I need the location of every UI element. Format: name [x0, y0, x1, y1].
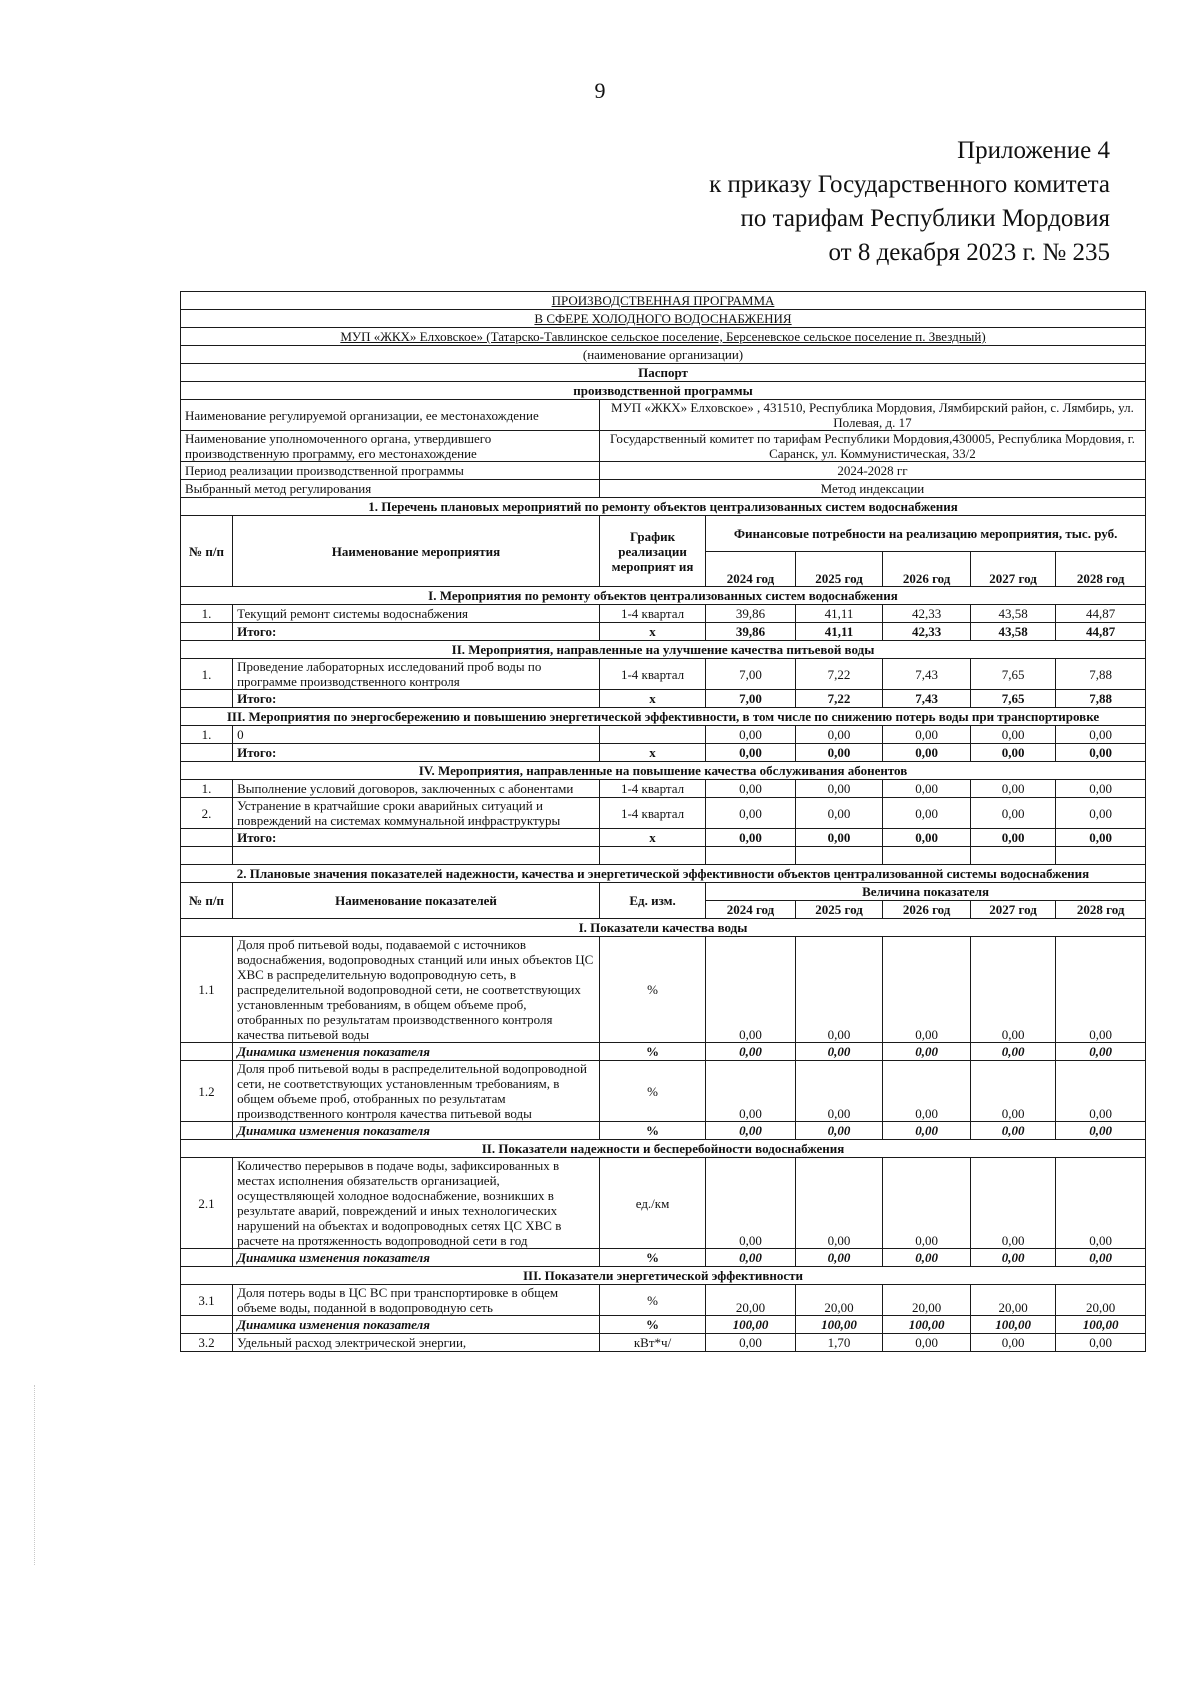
total-label: Итого: — [233, 623, 600, 641]
organization-caption: (наименование организации) — [181, 346, 1146, 364]
total-value: 0,00 — [1056, 744, 1146, 762]
dynamics-value: 0,00 — [706, 1043, 796, 1061]
passport-method-value: Метод индексации — [599, 480, 1145, 498]
total-value: 42,33 — [883, 623, 971, 641]
spacer-row — [181, 847, 1146, 865]
dynamics-value: 100,00 — [706, 1316, 796, 1334]
spacer-cell — [970, 847, 1055, 865]
indicator-unit: ед./км — [599, 1158, 705, 1249]
total-value: 7,65 — [970, 690, 1055, 708]
section1-data-row — [181, 780, 1146, 798]
indicator-row — [181, 1285, 1146, 1316]
total-schedule: x — [599, 690, 705, 708]
finance-value: 0,00 — [706, 798, 796, 829]
section2-year-header: 2026 год — [883, 901, 971, 919]
appendix-line-2: к приказу Государственного комитета — [709, 171, 1110, 198]
total-schedule: x — [599, 744, 705, 762]
dynamics-value: 0,00 — [706, 1249, 796, 1267]
indicator-row — [181, 1334, 1146, 1352]
indicator-value: 20,00 — [883, 1285, 971, 1316]
finance-value: 0,00 — [883, 780, 971, 798]
finance-value: 0,00 — [883, 798, 971, 829]
indicator-number: 1.2 — [181, 1061, 233, 1122]
row-number: 1. — [181, 780, 233, 798]
indicator-value: 0,00 — [706, 1158, 796, 1249]
activity-schedule: 1-4 квартал — [599, 605, 705, 623]
dynamics-value: 0,00 — [970, 1122, 1055, 1140]
section2-group-title-cell: I. Показатели качества воды — [181, 919, 1146, 937]
dynamics-unit: % — [599, 1043, 705, 1061]
finance-value: 7,65 — [970, 659, 1055, 690]
indicator-name: Доля потерь воды в ЦС ВС при транспортировке в общем объеме воды, поданной в водопроводную сеть — [233, 1285, 600, 1316]
indicator-value: 0,00 — [970, 937, 1055, 1043]
activity-schedule: 1-4 квартал — [599, 780, 705, 798]
indicator-value: 0,00 — [883, 1158, 971, 1249]
indicator-value: 20,00 — [1056, 1285, 1146, 1316]
activity-name: 0 — [233, 726, 600, 744]
section1-group-title-cell: I. Мероприятия по ремонту объектов централизованных систем водоснабжения — [181, 587, 1146, 605]
finance-value: 0,00 — [970, 726, 1055, 744]
appendix-line-3: по тарифам Республики Мордовия — [740, 205, 1110, 232]
section1-col-num: № п/п — [181, 516, 233, 587]
activity-schedule: 1-4 квартал — [599, 798, 705, 829]
dynamics-label: Динамика изменения показателя — [233, 1249, 600, 1267]
dynamics-row — [181, 1249, 1146, 1267]
section1-group-title — [181, 587, 1146, 605]
indicator-number: 3.2 — [181, 1334, 233, 1352]
total-value: 0,00 — [883, 829, 971, 847]
total-value: 44,87 — [1056, 623, 1146, 641]
indicator-value: 0,00 — [795, 1158, 883, 1249]
indicator-value: 20,00 — [795, 1285, 883, 1316]
spacer-cell — [795, 847, 883, 865]
indicator-value: 0,00 — [706, 1334, 796, 1352]
total-value: 0,00 — [1056, 829, 1146, 847]
section1-data-row — [181, 726, 1146, 744]
dynamics-value: 0,00 — [970, 1249, 1055, 1267]
section1-total-row — [181, 744, 1146, 762]
section1-year-header: 2026 год — [883, 551, 971, 587]
indicator-value: 0,00 — [1056, 1061, 1146, 1122]
spacer-cell — [706, 847, 796, 865]
finance-value: 43,58 — [970, 605, 1055, 623]
dynamics-label: Динамика изменения показателя — [233, 1316, 600, 1334]
indicator-name: Удельный расход электрической энергии, — [233, 1334, 600, 1352]
finance-value: 7,43 — [883, 659, 971, 690]
dynamics-value: 0,00 — [883, 1122, 971, 1140]
dynamics-value: 0,00 — [795, 1043, 883, 1061]
section1-col-schedule: График реализации мероприят ия — [599, 516, 705, 587]
spacer-cell — [181, 847, 233, 865]
indicator-value: 0,00 — [706, 1061, 796, 1122]
total-schedule: x — [599, 623, 705, 641]
dynamics-row — [181, 1316, 1146, 1334]
activity-name: Устранение в кратчайшие сроки аварийных ситуаций и повреждений на системах коммунальной инфраструктуры — [233, 798, 600, 829]
indicator-unit: % — [599, 1285, 705, 1316]
total-label: Итого: — [233, 744, 600, 762]
section2-col-unit: Ед. изм. — [599, 883, 705, 919]
section2-header-row — [181, 883, 1146, 901]
passport-title: Паспорт — [181, 364, 1146, 382]
total-value: 0,00 — [883, 744, 971, 762]
dynamics-value: 0,00 — [795, 1122, 883, 1140]
finance-value: 42,33 — [883, 605, 971, 623]
passport-authority-label: Наименование уполномоченного органа, утвердившего производственную программу, его местонахождение — [181, 431, 600, 462]
dynamics-label: Динамика изменения показателя — [233, 1122, 600, 1140]
dynamics-value: 100,00 — [883, 1316, 971, 1334]
title-line-1: ПРОИЗВОДСТВЕННАЯ ПРОГРАММА — [181, 292, 1146, 310]
section1-group-title-cell: II. Мероприятия, направленные на улучшение качества питьевой воды — [181, 641, 1146, 659]
total-label: Итого: — [233, 690, 600, 708]
section2-group-title-cell: II. Показатели надежности и бесперебойности водоснабжения — [181, 1140, 1146, 1158]
passport-method-label: Выбранный метод регулирования — [181, 480, 600, 498]
dynamics-value: 0,00 — [795, 1249, 883, 1267]
section2-title: 2. Плановые значения показателей надежности, качества и энергетической эффективности объектов централизованной системы водоснабжения — [181, 865, 1146, 883]
indicator-value: 0,00 — [970, 1061, 1055, 1122]
indicator-name: Доля проб питьевой воды в распределительной водопроводной сети, не соответствующих установленным требованиям, в общем объеме проб, отобранных по результатам производственного контроля качества питьевой воды — [233, 1061, 600, 1122]
section1-data-row — [181, 798, 1146, 829]
spacer-cell — [599, 847, 705, 865]
total-value: 7,88 — [1056, 690, 1146, 708]
section1-col-name: Наименование мероприятия — [233, 516, 600, 587]
section2-title-row — [181, 865, 1146, 883]
row-number: 1. — [181, 605, 233, 623]
finance-value: 0,00 — [706, 726, 796, 744]
passport-subtitle: производственной программы — [181, 382, 1146, 400]
row-number: 2. — [181, 798, 233, 829]
page-number: 9 — [594, 78, 606, 103]
section2-year-header: 2027 год — [970, 901, 1055, 919]
section1-title: 1. Перечень плановых мероприятий по ремонту объектов централизованных систем водоснабжения — [181, 498, 1146, 516]
passport-org-value: МУП «ЖКХ» Елховское» , 431510, Республика Мордовия, Лямбирский район, с. Лямбирь, ул. Полевая, д. 17 — [599, 400, 1145, 431]
finance-value: 7,88 — [1056, 659, 1146, 690]
passport-org-label: Наименование регулируемой организации, ее местонахождение — [181, 400, 600, 431]
total-value: 7,22 — [795, 690, 883, 708]
organization-name: МУП «ЖКХ» Елховское» (Татарско-Тавлинское сельское поселение, Берсеневское сельское поселение п. Звездный) — [181, 328, 1146, 346]
finance-value: 0,00 — [970, 780, 1055, 798]
indicator-value: 0,00 — [970, 1158, 1055, 1249]
activity-schedule — [599, 726, 705, 744]
total-num-cell — [181, 690, 233, 708]
passport-authority-value: Государственный комитет по тарифам Республики Мордовия,430005, Республика Мордовия, г. Саранск, ул. Коммунистическая, 33/2 — [599, 431, 1145, 462]
indicator-value: 0,00 — [795, 1061, 883, 1122]
total-value: 0,00 — [970, 829, 1055, 847]
dynamics-num-cell — [181, 1043, 233, 1061]
finance-value: 0,00 — [706, 780, 796, 798]
indicator-row — [181, 1158, 1146, 1249]
dynamics-value: 100,00 — [970, 1316, 1055, 1334]
dynamics-value: 100,00 — [795, 1316, 883, 1334]
finance-value: 0,00 — [1056, 798, 1146, 829]
spacer-cell — [883, 847, 971, 865]
section1-data-row — [181, 659, 1146, 690]
appendix-block — [709, 134, 1110, 270]
finance-value: 0,00 — [883, 726, 971, 744]
section2-col-name: Наименование показателей — [233, 883, 600, 919]
indicator-value: 0,00 — [970, 1334, 1055, 1352]
finance-value: 44,87 — [1056, 605, 1146, 623]
total-value: 0,00 — [706, 744, 796, 762]
finance-value: 7,00 — [706, 659, 796, 690]
dynamics-value: 0,00 — [1056, 1122, 1146, 1140]
section1-data-row — [181, 605, 1146, 623]
dynamics-row — [181, 1122, 1146, 1140]
dynamics-num-cell — [181, 1249, 233, 1267]
indicator-value: 0,00 — [883, 1334, 971, 1352]
row-number: 1. — [181, 659, 233, 690]
total-value: 7,43 — [883, 690, 971, 708]
indicator-value: 0,00 — [795, 937, 883, 1043]
passport-period-label: Период реализации производственной программы — [181, 462, 600, 480]
section2-year-header: 2024 год — [706, 901, 796, 919]
section1-group-title-cell: IV. Мероприятия, направленные на повышение качества обслуживания абонентов — [181, 762, 1146, 780]
section1-year-header: 2024 год — [706, 551, 796, 587]
activity-schedule: 1-4 квартал — [599, 659, 705, 690]
indicator-unit: % — [599, 937, 705, 1043]
section1-year-header: 2027 год — [970, 551, 1055, 587]
section1-group-title — [181, 708, 1146, 726]
indicator-value: 20,00 — [706, 1285, 796, 1316]
section1-group-title — [181, 641, 1146, 659]
title-line-2: В СФЕРЕ ХОЛОДНОГО ВОДОСНАБЖЕНИЯ — [181, 310, 1146, 328]
indicator-value: 0,00 — [706, 937, 796, 1043]
section2-group-title — [181, 1140, 1146, 1158]
dynamics-value: 0,00 — [1056, 1043, 1146, 1061]
indicator-value: 0,00 — [1056, 1334, 1146, 1352]
dynamics-value: 0,00 — [970, 1043, 1055, 1061]
section1-total-row — [181, 623, 1146, 641]
finance-value: 7,22 — [795, 659, 883, 690]
indicator-name: Доля проб питьевой воды, подаваемой с источников водоснабжения, водопроводных станций или иных объектов ЦС ХВС в распределительную водопроводную сеть, в распределительной водопроводной сети, не соответствующих установленным требованиям, в общем объеме проб, отобранных по результатам производственного контроля качества питьевой воды — [233, 937, 600, 1043]
total-value: 0,00 — [970, 744, 1055, 762]
section1-col-finance: Финансовые потребности на реализацию мероприятия, тыс. руб. — [706, 516, 1146, 552]
total-value: 41,11 — [795, 623, 883, 641]
indicator-value: 0,00 — [883, 937, 971, 1043]
total-value: 0,00 — [795, 744, 883, 762]
spacer-cell — [233, 847, 600, 865]
finance-value: 0,00 — [970, 798, 1055, 829]
section1-year-header: 2028 год — [1056, 551, 1146, 587]
indicator-unit: кВт*ч/ — [599, 1334, 705, 1352]
dynamics-value: 0,00 — [706, 1122, 796, 1140]
total-num-cell — [181, 744, 233, 762]
section2-year-header: 2028 год — [1056, 901, 1146, 919]
dynamics-unit: % — [599, 1316, 705, 1334]
indicator-number: 1.1 — [181, 937, 233, 1043]
dynamics-value: 0,00 — [1056, 1249, 1146, 1267]
dynamics-unit: % — [599, 1249, 705, 1267]
scan-artifact — [34, 1385, 41, 1565]
total-value: 0,00 — [795, 829, 883, 847]
total-label: Итого: — [233, 829, 600, 847]
appendix-line-1: Приложение 4 — [957, 137, 1110, 164]
dynamics-unit: % — [599, 1122, 705, 1140]
indicator-value: 0,00 — [1056, 1158, 1146, 1249]
indicator-name: Количество перерывов в подаче воды, зафиксированных в местах исполнения обязательств организацией, осуществляющей холодное водоснабжение, возникших в результате аварий, повреждений и иных технологических нарушений на объектах и водопроводных сетях ЦС ХВС в расчете на протяженность водопроводной сети в год — [233, 1158, 600, 1249]
indicator-unit: % — [599, 1061, 705, 1122]
section2-group-title-cell: III. Показатели энергетической эффективности — [181, 1267, 1146, 1285]
section2-group-title — [181, 919, 1146, 937]
program-table-body — [181, 292, 1146, 1352]
total-schedule: x — [599, 829, 705, 847]
total-value: 39,86 — [706, 623, 796, 641]
activity-name: Проведение лабораторных исследований проб воды по программе производственного контроля — [233, 659, 600, 690]
finance-value: 41,11 — [795, 605, 883, 623]
section2-col-value: Величина показателя — [706, 883, 1146, 901]
indicator-number: 2.1 — [181, 1158, 233, 1249]
total-num-cell — [181, 829, 233, 847]
indicator-row — [181, 1061, 1146, 1122]
section1-total-row — [181, 690, 1146, 708]
dynamics-label: Динамика изменения показателя — [233, 1043, 600, 1061]
indicator-value: 1,70 — [795, 1334, 883, 1352]
finance-value: 0,00 — [795, 798, 883, 829]
indicator-value: 0,00 — [1056, 937, 1146, 1043]
section1-year-header: 2025 год — [795, 551, 883, 587]
total-value: 7,00 — [706, 690, 796, 708]
indicator-value: 20,00 — [970, 1285, 1055, 1316]
dynamics-value: 0,00 — [883, 1043, 971, 1061]
indicator-number: 3.1 — [181, 1285, 233, 1316]
section1-group-title — [181, 762, 1146, 780]
finance-value: 0,00 — [1056, 780, 1146, 798]
section2-year-header: 2025 год — [795, 901, 883, 919]
dynamics-row — [181, 1043, 1146, 1061]
section1-group-title-cell: III. Мероприятия по энергосбережению и повышению энергетической эффективности, в том числе по снижению потерь воды при транспортировке — [181, 708, 1146, 726]
indicator-value: 0,00 — [883, 1061, 971, 1122]
section2-col-num: № п/п — [181, 883, 233, 919]
finance-value: 0,00 — [1056, 726, 1146, 744]
total-num-cell — [181, 623, 233, 641]
finance-value: 0,00 — [795, 780, 883, 798]
section1-total-row — [181, 829, 1146, 847]
section2-group-title — [181, 1267, 1146, 1285]
passport-period-value: 2024-2028 гг — [599, 462, 1145, 480]
total-value: 43,58 — [970, 623, 1055, 641]
finance-value: 39,86 — [706, 605, 796, 623]
activity-name: Текущий ремонт системы водоснабжения — [233, 605, 600, 623]
spacer-cell — [1056, 847, 1146, 865]
program-table — [180, 291, 1146, 1352]
indicator-row — [181, 937, 1146, 1043]
appendix-line-4: от 8 декабря 2023 г. № 235 — [828, 239, 1110, 266]
dynamics-num-cell — [181, 1316, 233, 1334]
dynamics-value: 0,00 — [883, 1249, 971, 1267]
activity-name: Выполнение условий договоров, заключенных с абонентами — [233, 780, 600, 798]
total-value: 0,00 — [706, 829, 796, 847]
row-number: 1. — [181, 726, 233, 744]
finance-value: 0,00 — [795, 726, 883, 744]
dynamics-num-cell — [181, 1122, 233, 1140]
dynamics-value: 100,00 — [1056, 1316, 1146, 1334]
